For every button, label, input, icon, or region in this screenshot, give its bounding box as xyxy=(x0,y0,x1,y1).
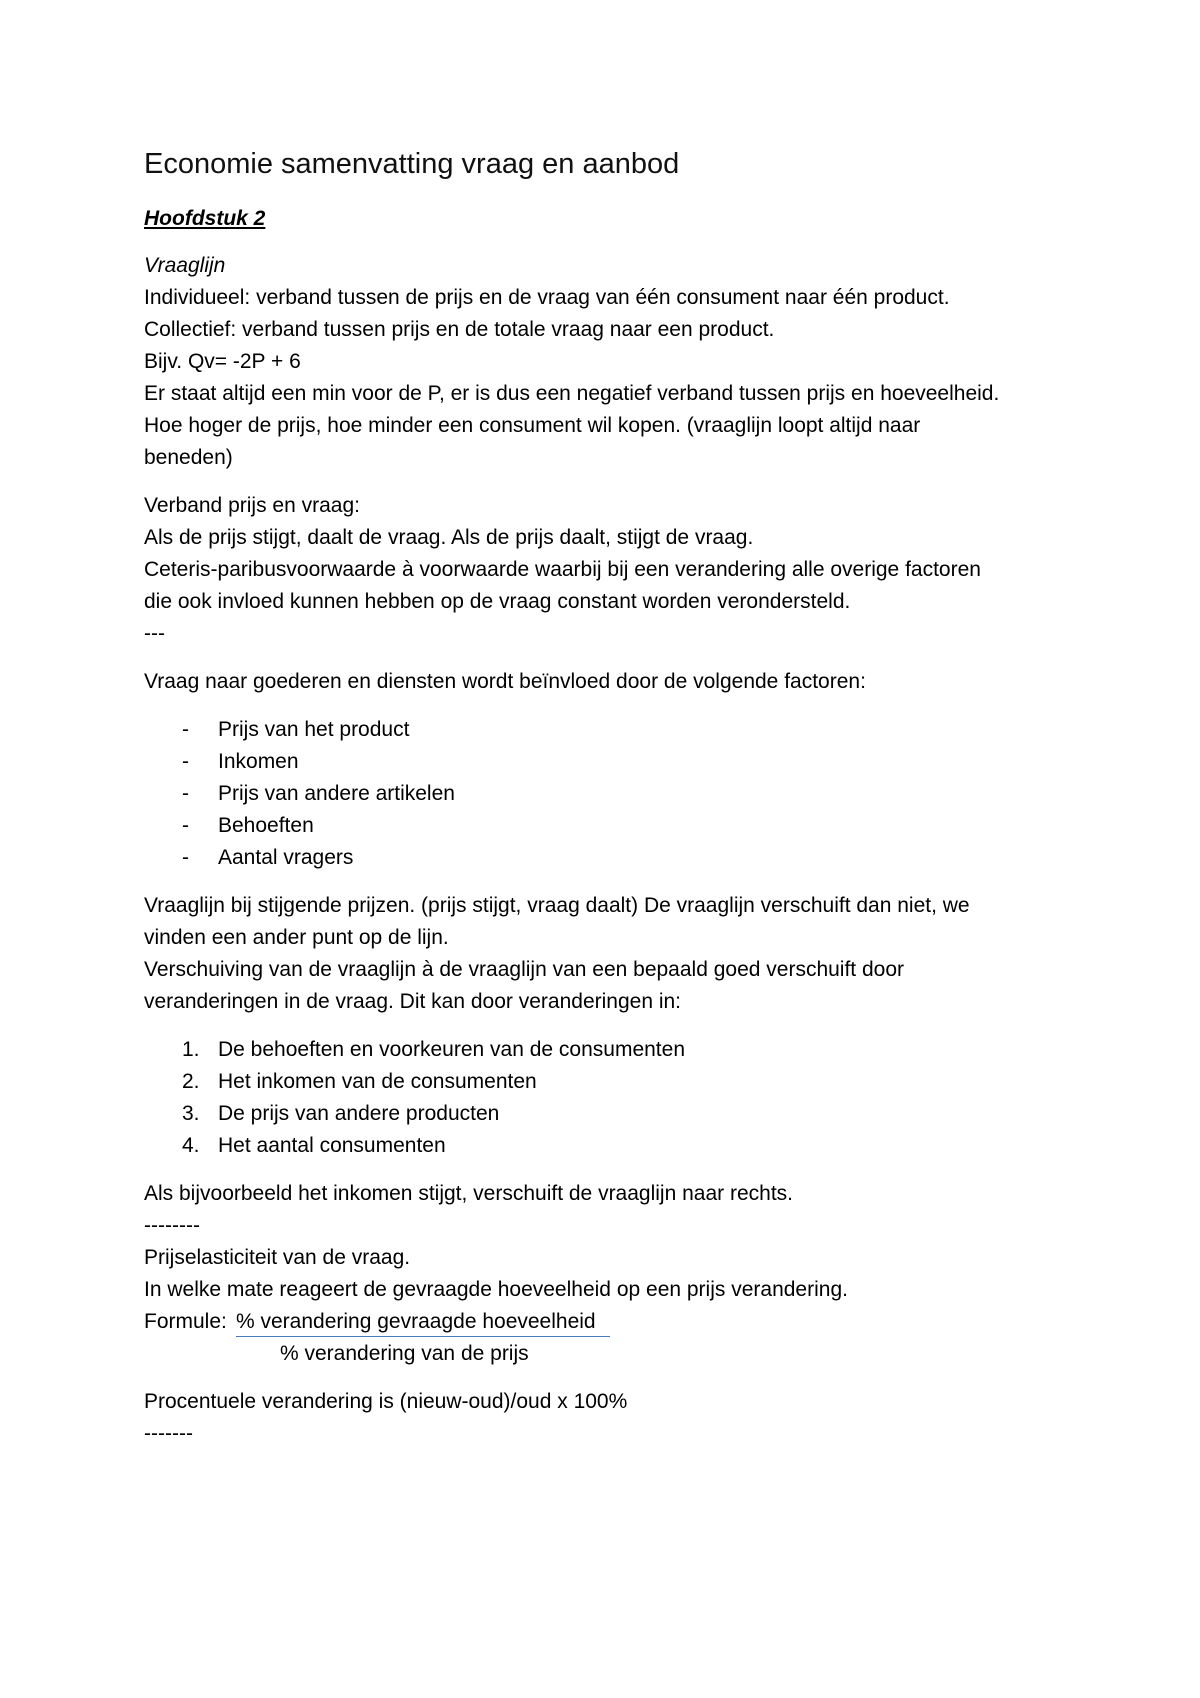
list-item-text: Inkomen xyxy=(218,750,299,773)
bullet-mark: - xyxy=(182,750,189,773)
text-line: die ook invloed kunnen hebben op de vraag constant worden verondersteld. xyxy=(144,590,851,613)
document-title: Economie samenvatting vraag en aanbod xyxy=(144,148,680,180)
section-heading-vraaglijn: Vraaglijn xyxy=(144,254,226,277)
numbered-item-text: Het inkomen van de consumenten xyxy=(218,1070,537,1093)
item-number: 4. xyxy=(182,1134,200,1157)
numbered-item-text: De prijs van andere producten xyxy=(218,1102,500,1125)
formula-example: Bijv. Qv= -2P + 6 xyxy=(144,350,301,373)
bullet-mark: - xyxy=(182,814,189,837)
text-line: Ceteris-paribusvoorwaarde à voorwaarde waarbij bij een verandering alle overige factoren xyxy=(144,558,981,581)
list-item-text: Prijs van andere artikelen xyxy=(218,782,455,805)
chapter-heading: Hoofdstuk 2 xyxy=(144,207,266,230)
text-line: Als de prijs stijgt, daalt de vraag. Als de prijs daalt, stijgt de vraag. xyxy=(144,526,754,549)
factors-intro: Vraag naar goederen en diensten wordt beïnvloed door de volgende factoren: xyxy=(144,670,866,693)
separator-text: --- xyxy=(144,622,165,645)
text-line: beneden) xyxy=(144,446,233,469)
text-line: Collectief: verband tussen prijs en de totale vraag naar een product. xyxy=(144,318,775,341)
item-number: 2. xyxy=(182,1070,200,1093)
list-item-text: Prijs van het product xyxy=(218,718,410,741)
text-line: Verschuiving van de vraaglijn à de vraaglijn van een bepaald goed verschuift door xyxy=(144,958,904,981)
list-item-text: Behoeften xyxy=(218,814,314,837)
bullet-mark: - xyxy=(182,782,189,805)
numbered-item-text: Het aantal consumenten xyxy=(218,1134,446,1157)
formula-denominator: % verandering van de prijs xyxy=(280,1342,529,1365)
separator-text: ------- xyxy=(144,1422,193,1445)
text-line: Verband prijs en vraag: xyxy=(144,494,360,517)
text-line: Er staat altijd een min voor de P, er is dus een negatief verband tussen prijs en hoeveelheid. xyxy=(144,382,1000,405)
formula-label: Formule: xyxy=(144,1310,227,1333)
item-number: 1. xyxy=(182,1038,200,1061)
formula-numerator: % verandering gevraagde hoeveelheid xyxy=(236,1308,610,1337)
text-line: Procentuele verandering is (nieuw-oud)/oud x 100% xyxy=(144,1390,628,1413)
separator-text: -------- xyxy=(144,1214,200,1237)
bullet-mark: - xyxy=(182,718,189,741)
text-line: Prijselasticiteit van de vraag. xyxy=(144,1246,411,1269)
text-line: Vraaglijn bij stijgende prijzen. (prijs stijgt, vraag daalt) De vraaglijn verschuift dan niet, we xyxy=(144,894,970,917)
text-line: vinden een ander punt op de lijn. xyxy=(144,926,449,949)
item-number: 3. xyxy=(182,1102,200,1125)
list-item-text: Aantal vragers xyxy=(218,846,354,869)
text-line: In welke mate reageert de gevraagde hoeveelheid op een prijs verandering. xyxy=(144,1278,848,1301)
text-line: Individueel: verband tussen de prijs en de vraag van één consument naar één product. xyxy=(144,286,950,309)
text-line: Als bijvoorbeeld het inkomen stijgt, verschuift de vraaglijn naar rechts. xyxy=(144,1182,793,1205)
numbered-item-text: De behoeften en voorkeuren van de consumenten xyxy=(218,1038,685,1061)
bullet-mark: - xyxy=(182,846,189,869)
text-line: veranderingen in de vraag. Dit kan door veranderingen in: xyxy=(144,990,682,1013)
text-line: Hoe hoger de prijs, hoe minder een consument wil kopen. (vraaglijn loopt altijd naar xyxy=(144,414,921,437)
